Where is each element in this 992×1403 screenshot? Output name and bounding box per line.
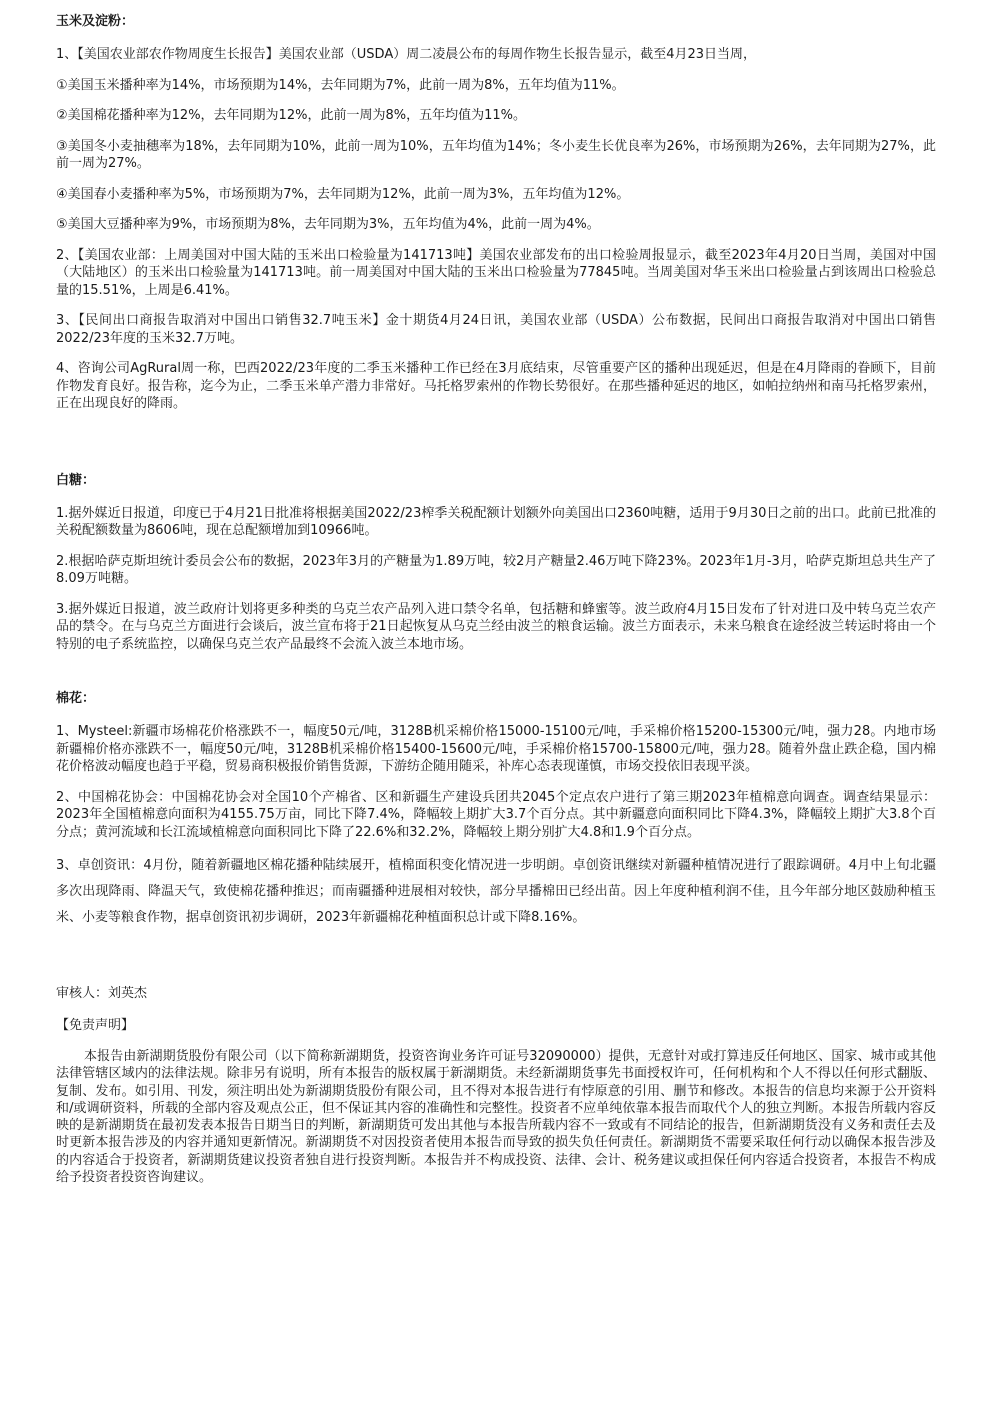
section-heading-corn: 玉米及淀粉：: [56, 14, 135, 29]
corn-item-4: 4、咨询公司AgRural周一称，巴西2022/23年度的二季玉米播种工作已经在3月底结束，尽管重要产区的播种出现延迟，但是在4月降雨的眷顾下，目前作物发育良好。报告称，迄今为止，二季玉米单产潜力非常好。马托格罗索州的作物长势很好。在那些播种延迟的地区，如帕拉纳州和南马托格罗索州，正在出现良好的降雨。: [56, 361, 936, 411]
sugar-item-2: 2.根据哈萨克斯坦统计委员会公布的数据，2023年3月的产糖量为1.89万吨，较2月产糖量2.46万吨下降23%。2023年1月-3月，哈萨克斯坦总共生产了8.09万吨糖。: [56, 553, 936, 586]
section-heading-cotton: 棉花：: [56, 691, 96, 706]
corn-item-1a: ①美国玉米播种率为14%，市场预期为14%，去年同期为7%，此前一周为8%，五年均值为11%。: [56, 77, 625, 93]
reviewer-line: 审核人：刘英杰: [56, 986, 148, 1001]
corn-item-1b: ②美国棉花播种率为12%，去年同期为12%，此前一周为8%，五年均值为11%。: [56, 108, 526, 123]
sugar-item-1: 1.据外媒近日报道，印度已于4月21日批准将根据美国2022/23榨季关税配额计划额外向美国出口2360吨糖，适用于9月30日之前的出口。此前已批准的关税配额数量为8606吨，现在总配额增加到10966吨。: [56, 505, 936, 538]
sugar-item-3: 3.据外媒近日报道，波兰政府计划将更多种类的乌克兰农产品列入进口禁令名单，包括糖和蜂蜜等。波兰政府4月15日发布了针对进口及中转乌克兰农产品的禁令。在与乌克兰方面进行会谈后，波兰宣布将于21日起恢复从乌克兰经由波兰的粮食运输。波兰方面表示，未来乌粮食在途经波兰转运时将由一个特别的电子系统监控，以确保乌克兰农产品最终不会流入波兰本地市场。: [56, 601, 936, 652]
report-page: [56, 10, 936, 1186]
corn-item-1: 1、【美国农业部农作物周度生长报告】美国农业部（USDA）周二凌晨公布的每周作物生长报告显示，截至4月23日当周，: [56, 47, 757, 62]
corn-item-3: 3、【民间出口商报告取消对中国出口销售32.7吨玉米】金十期货4月24日讯，美国农业部（USDA）公布数据，民间出口商报告取消对中国出口销售2022/23年度的玉米32.7万吨。: [56, 313, 936, 346]
disclaimer-text: 本报告由新湖期货股份有限公司（以下简称新湖期货，投资咨询业务许可证号32090000）提供，无意针对或打算违反任何地区、国家、城市或其他法律管辖区域内的法律法规。除非另有说明，所有本报告的版权属于新湖期货。未经新湖期货事先书面授权许可，任何机构和个人不得以任何形式翻版、复制、发布。如引用、刊发，须注明出处为新湖期货股份有限公司，且不得对本报告进行有悖原意的引用、删节和修改。本报告的信息均来源于公开资料和/或调研资料，所载的全部内容及观点公正，但不保证其内容的准确性和完整性。投资者不应单纯依靠本报告而取代个人的独立判断。本报告所载内容反映的是新湖期货在最初发表本报告日期当日的判断，新湖期货可发出其他与本报告所载内容不一致或有不同结论的报告，但新湖期货没有义务和责任去及时更新本报告涉及的内容并通知更新情况。新湖期货不对因投资者使用本报告而导致的损失负任何责任。新湖期货不需要采取任何行动以确保本报告涉及的内容适合于投资者，新湖期货建议投资者独自进行投资判断。本报告并不构成投资、法律、会计、税务建议或担保任何内容适合投资者，本报告不构成给予投资者投资咨询建议。: [56, 1049, 936, 1186]
corn-item-2: 2、【美国农业部：上周美国对中国大陆的玉米出口检验量为141713吨】美国农业部发布的出口检验周报显示，截至2023年4月20日当周，美国对中国（大陆地区）的玉米出口检验量为141713吨。前一周美国对中国大陆的玉米出口检验量为77845吨。当周美国对华玉米出口检验量占到该周出口检验总量的15.51%，上周是6.41%。: [56, 247, 936, 298]
disclaimer-title: 【免责声明】: [56, 1017, 135, 1033]
corn-item-1e: ⑤美国大豆播种率为9%，市场预期为8%，去年同期为3%，五年均值为4%，此前一周为4%。: [56, 217, 600, 232]
corn-item-1d: ④美国春小麦播种率为5%，市场预期为7%，去年同期为12%，此前一周为3%，五年均值为12%。: [56, 186, 630, 202]
section-heading-sugar: 白糖：: [56, 472, 96, 488]
cotton-item-3: 3、卓创资讯：4月份，随着新疆地区棉花播种陆续展开，植棉面积变化情况进一步明朗。卓创资讯继续对新疆种植情况进行了跟踪调研。4月中上旬北疆多次出现降雨、降温天气，致使棉花播种推迟；而南疆播种进展相对较快，部分早播棉田已经出苗。因上年度种植利润不佳，且今年部分地区鼓励种植玉米、小麦等粮食作物，据卓创资讯初步调研，2023年新疆棉花种植面积总计或下降8.16%。: [56, 858, 936, 925]
corn-item-1c: ③美国冬小麦抽穗率为18%，去年同期为10%，此前一周为10%，五年均值为14%；冬小麦生长优良率为26%，市场预期为26%，去年同期为27%，此前一周为27%。: [56, 138, 936, 171]
cotton-item-1: 1、Mysteel:新疆市场棉花价格涨跌不一，幅度50元/吨，3128B机采棉价格15000-15100元/吨，手采棉价格15200-15300元/吨，强力28。内地市场新疆棉价格亦涨跌不一，幅度50元/吨，3128B机采棉价格15400-15600元/吨，手采棉价格15700-15800元/吨，强力28。随着外盘止跌企稳，国内棉花价格波动幅度也趋于平稳，贸易商积极报价销售货源，下游纺企随用随采，补库心态表现谨慎，市场交投依旧表现平淡。: [56, 724, 936, 774]
cotton-item-2: 2、中国棉花协会：中国棉花协会对全国10个产棉省、区和新疆生产建设兵团共2045个定点农户进行了第三期2023年植棉意向调查。调查结果显示：2023年全国植棉意向面积为4155.75万亩，同比下降7.4%，降幅较上期扩大3.7个百分点。其中新疆意向面积同比下降4.3%，降幅较上期扩大3.8个百分点；黄河流域和长江流域植棉意向面积同比下降了22.6%和32.2%，降幅较上期分别扩大4.8和1.9个百分点。: [56, 789, 936, 840]
